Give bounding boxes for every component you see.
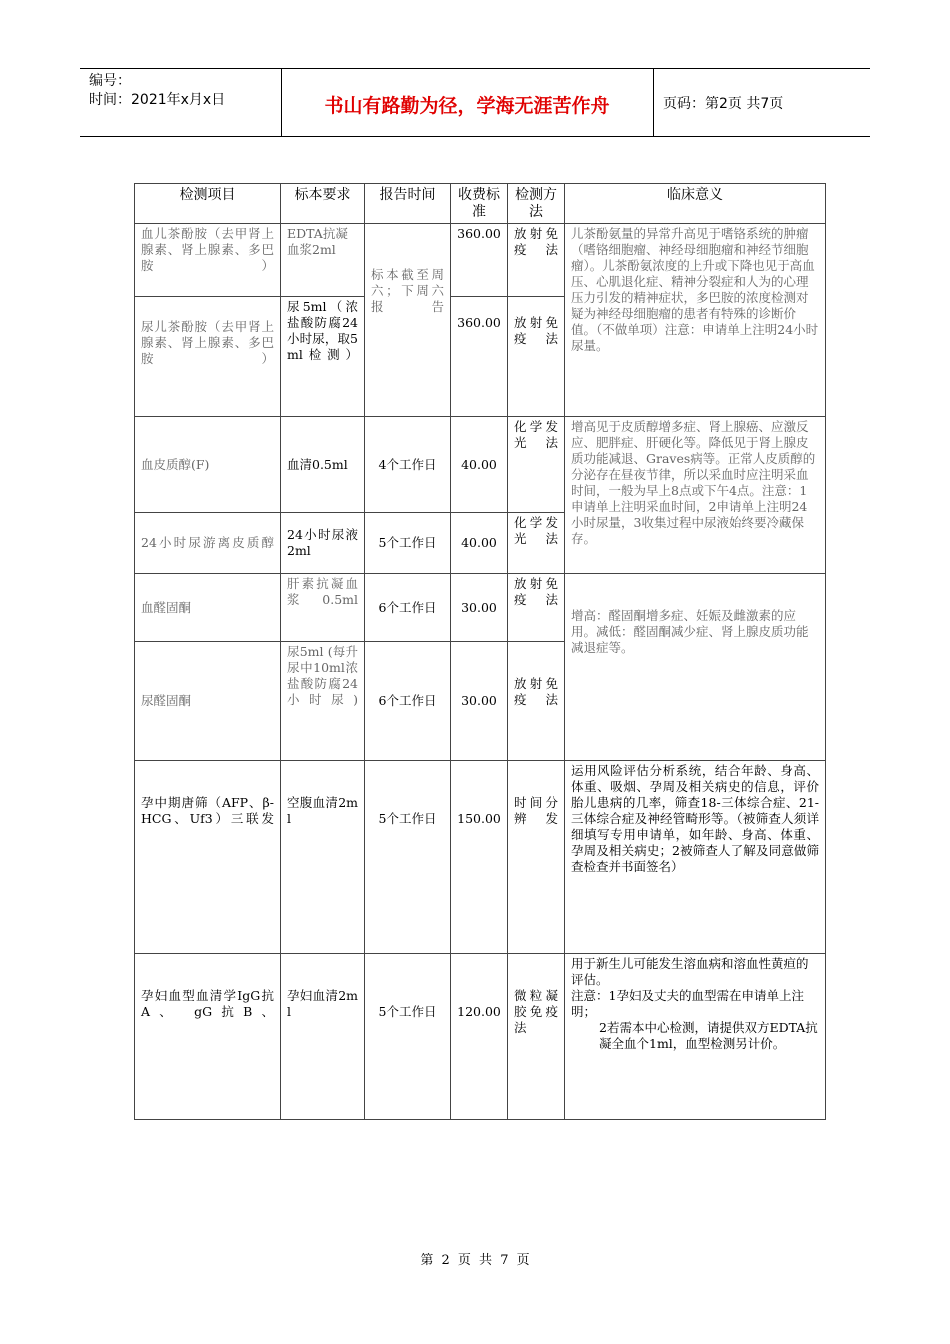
clinical-line: 2若需本中心检测，请提供双方EDTA抗凝全血个1ml，血型检测另计价。: [599, 1020, 818, 1051]
table-row: [135, 954, 826, 1120]
fee-cell: 40.00: [451, 513, 508, 574]
motto: 书山有路勤为径，学海无涯苦作舟: [324, 95, 610, 117]
specimen-cell: 尿5ml (每升尿中10ml浓盐酸防腐24小时尿): [281, 642, 365, 761]
fee-cell: 120.00: [451, 954, 508, 1120]
report-cell: 5个工作日: [365, 761, 451, 954]
header-top-rule: [80, 68, 870, 69]
method-cell: 化学发光法: [508, 417, 565, 513]
col-header-item: 检测项目: [135, 184, 281, 224]
specimen-cell: 孕妇血清2ml: [281, 954, 365, 1120]
item-cell: 24小时尿游离皮质醇: [135, 513, 281, 574]
clinical-cell: 增高：醛固酮增多症、妊娠及雌激素的应用。减低：醛固酮减少症、肾上腺皮质功能减退症等。: [565, 574, 826, 761]
fee-cell: 30.00: [451, 642, 508, 761]
item-cell: 血儿茶酚胺（去甲肾上腺素、肾上腺素、多巴胺）: [135, 224, 281, 297]
method-cell: 微粒凝胶免疫法: [508, 954, 565, 1120]
item-cell: 血皮质醇(F): [135, 417, 281, 513]
fee-cell: 150.00: [451, 761, 508, 954]
report-cell: 5个工作日: [365, 513, 451, 574]
table-row: [135, 761, 826, 954]
col-header-clinical: 临床意义: [565, 184, 826, 224]
item-cell: 孕妇血型血清学IgG抗A、 gG抗B、: [135, 954, 281, 1120]
method-cell: 化学发光法: [508, 513, 565, 574]
report-cell: 6个工作日: [365, 642, 451, 761]
item-cell: 孕中期唐筛（AFP、β-HCG、Uf3）三联发: [135, 761, 281, 954]
specimen-cell: 空腹血清2ml: [281, 761, 365, 954]
clinical-cell: [565, 954, 826, 1120]
specimen-cell: 血清0.5ml: [281, 417, 365, 513]
col-header-specimen: 标本要求: [281, 184, 365, 224]
specimen-cell: EDTA抗凝血浆2ml: [281, 224, 365, 297]
report-cell: 6个工作日: [365, 574, 451, 642]
page-footer: 第 2 页 共 7 页: [420, 1253, 530, 1268]
specimen-cell: 肝素抗凝血浆0.5ml: [281, 574, 365, 642]
table-row: [135, 417, 826, 513]
method-cell: 放射免疫法: [508, 642, 565, 761]
method-cell: 放射免疫法: [508, 574, 565, 642]
table-row: [135, 224, 826, 297]
method-cell: 时间分辨发: [508, 761, 565, 954]
col-header-report: 报告时间: [365, 184, 451, 224]
specimen-cell: 尿5ml（浓盐酸防腐24小时尿，取5ml检测）: [281, 297, 365, 417]
header-bottom-rule: [80, 136, 870, 137]
test-items-table: [134, 183, 826, 1120]
date-label: 时间：2021年x月x日: [89, 92, 226, 108]
fee-cell: 360.00: [451, 224, 508, 297]
table-header-row: [135, 184, 826, 224]
method-cell: 放射免疫法: [508, 224, 565, 297]
header-divider-right: [653, 69, 654, 136]
clinical-cell: 运用风险评估分析系统，结合年龄、身高、体重、吸烟、孕周及相关病史的信息，评价胎儿患病的几率，筛查18-三体综合症、21-三体综合症及神经管畸形等。（被筛查人须详细填写专用申请单，如年龄、身高、体重、孕周及相关病史；2被筛查人了解及同意做筛查检查并书面签名）: [565, 761, 826, 954]
clinical-line: 用于新生儿可能发生溶血病和溶血性黄疸的评估。: [571, 956, 809, 987]
clinical-cell: 增高见于皮质醇增多症、肾上腺癌、应激反应、肥胖症、肝硬化等。降低见于肾上腺皮质功能减退、Graves病等。正常人皮质醇的分泌存在昼夜节律，所以采血时应注明采血时间，一般为早上8点或下午4点。注意：1申请单上注明采血时间，2申请单上注明24小时尿量，3收集过程中尿液始终要冷藏保存。: [565, 417, 826, 574]
item-cell: 尿儿茶酚胺（去甲肾上腺素、肾上腺素、多巴胺）: [135, 297, 281, 417]
report-cell: 5个工作日: [365, 954, 451, 1120]
method-cell: 放射免疫法: [508, 297, 565, 417]
clinical-cell: 儿茶酚氨量的异常升高见于嗜铬系统的肿瘤（嗜铬细胞瘤、神经母细胞瘤和神经节细胞瘤）。儿茶酚氨浓度的上升或下降也见于高血压、心肌退化症、精神分裂症和人为的心理压力引发的精神症状，多巴胺的浓度检测对疑为神经母细胞瘤的患者有特殊的诊断价值。（不做单项）注意：申请单上注明24小时尿量。: [565, 224, 826, 417]
fee-cell: 40.00: [451, 417, 508, 513]
col-header-fee: 收费标准: [451, 184, 508, 224]
col-header-method: 检测方法: [508, 184, 565, 224]
table-row: [135, 574, 826, 642]
item-cell: 尿醛固酮: [135, 642, 281, 761]
clinical-line: 注意：1孕妇及丈夫的血型需在申请单上注明；: [571, 988, 804, 1019]
specimen-cell: 24小时尿液2ml: [281, 513, 365, 574]
fee-cell: 30.00: [451, 574, 508, 642]
report-cell: 4个工作日: [365, 417, 451, 513]
serial-label: 编号：: [89, 73, 131, 89]
page-label: 页码：第2页 共7页: [663, 96, 784, 112]
item-cell: 血醛固酮: [135, 574, 281, 642]
fee-cell: 360.00: [451, 297, 508, 417]
report-cell: 标本截至周六；下周六报告: [365, 224, 451, 417]
